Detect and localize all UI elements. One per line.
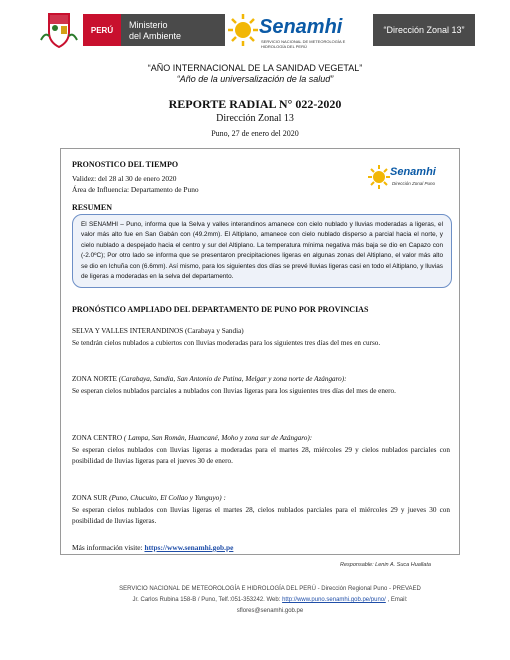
sur-section [72, 493, 450, 528]
sun-small-icon [368, 162, 390, 192]
senamhi-small-subtitle: Dirección Zonal Puno [392, 181, 436, 186]
validez-text: Validez: del 28 al 30 de enero 2020 [72, 174, 177, 183]
selva-section [72, 326, 450, 349]
resumen-title: RESUMEN [72, 203, 113, 212]
senamhi-wordmark: Senamhi [259, 16, 343, 38]
centro-text: Se esperan cielos nublados con lluvias ligeras a moderadas para el martes 28, miércoles 29 y cielos nublados parciales con posibilidad de lluvias ligeras para el jueves 30 de enero. [72, 445, 450, 465]
report-title: REPORTE RADIAL N° 022-2020 [168, 97, 342, 111]
footer-web-link[interactable]: http://www.puno.senamhi.gob.pe/puno/ [282, 597, 386, 603]
selva-text: Se tendrán cielos nublados a cubiertos con lluvias moderadas para los siguientes tres días del mes en curso. [72, 338, 381, 347]
senamhi-subtitle: SERVICIO NACIONAL DE METEOROLOGÍA E HIDROLOGÍA DEL PERÚ [261, 39, 346, 49]
centro-section [72, 433, 450, 468]
selva-heading: SELVA Y VALLES INTERANDINOS (Carabaya y Sandia) [72, 327, 244, 335]
motto-line2: “Año de la universalización de la salud” [176, 74, 334, 84]
senamhi-website-link[interactable]: https://www.senamhi.gob.pe [144, 543, 234, 552]
sur-text: Se esperan cielos nublados con lluvias ligeras el martes 28, cielos nublados parciales para el miércoles 29 y jueves 30 con posibilidad de lluvias ligeras. [72, 505, 450, 525]
centro-provinces: ( Lampa, San Román, Huancané, Moho y zona sur de Azángaro): [123, 434, 313, 442]
senamhi-logo [227, 10, 371, 50]
ampliado-title: PRONÓSTICO AMPLIADO DEL DEPARTAMENTO DE PUNO POR PROVINCIAS [72, 305, 369, 314]
responsable-text: Responsable: Lenin A. Suca Huallata [340, 562, 431, 568]
report-date: Puno, 27 de enero del 2020 [211, 129, 299, 138]
sur-heading: ZONA SUR [72, 494, 108, 502]
norte-text: Se esperan cielos nublados parciales a nublados con lluvias ligeras para los siguientes tres días del mes de enero. [72, 386, 396, 395]
more-info-label: Más información visite: [72, 543, 145, 552]
norte-heading: ZONA NORTE [72, 375, 117, 383]
resumen-text: El SENAMHI – Puno, informa que la Selva y valles interandinos amanece con cielo nublado y lluvias moderadas a ligeras, el valor más alto fue en San Gabán con (49.2mm). El Altiplano, amanece con cielo nublado disperso a parcial hacia el norte, y cielo nublado a despejado hacia el centro y sur del Altiplano. La temperatura mínima negativa más baja se dio en Capazo con (-2.0ºC); Por otro lado se informa que se presentaron precipitaciones ligeras en algunas zonas del Altiplano, el valor más alto se dio en Ichuña con (6.6mm). Así mismo, para los siguientes dos días se prevé lluvias ligeras casi en todo el Altiplano, y lluvias de ligeras a moderadas en la selva del departamento. [81, 221, 443, 281]
peru-label: PERÚ [83, 14, 121, 46]
footer-email-label: , Email: [385, 597, 408, 603]
pronostico-title: PRONOSTICO DEL TIEMPO [72, 160, 179, 169]
senamhi-small-wordmark: Senamhi [390, 166, 436, 178]
centro-heading: ZONA CENTRO [72, 434, 123, 442]
ministerio-line1: Ministerio [129, 20, 168, 30]
footer-line1: SERVICIO NACIONAL DE METEOROLOGÍA E HIDROLOGÍA DEL PERÚ - Dirección Regional Puno - PREVAED [119, 586, 421, 592]
norte-section [72, 374, 450, 397]
page-header [35, 10, 475, 50]
report-subtitle: Dirección Zonal 13 [216, 113, 294, 124]
footer-email: sflores@senamhi.gob.pe [236, 608, 304, 614]
footer-address: Jr. Carlos Rubina 158-B / Puno, Telf.:051-353242. Web: [132, 597, 283, 603]
ministerio-label [121, 14, 225, 46]
page-footer [70, 584, 470, 617]
area-text: Área de Influencia: Departamento de Puno [72, 185, 199, 194]
ministerio-line2: del Ambiente [129, 31, 182, 41]
more-info [72, 543, 233, 552]
motto-line1: “AÑO INTERNACIONAL DE LA SANIDAD VEGETAL” [147, 63, 363, 73]
norte-provinces: (Carabaya, Sandia, San Antonio de Putina, Melgar y zona norte de Azángaro): [118, 375, 347, 383]
senamhi-zonal-logo [368, 162, 438, 196]
sur-provinces: (Puno, Chucuito, El Collao y Yunguyo) : [109, 494, 226, 502]
direccion-zonal-badge: “Dirección Zonal 13” [373, 14, 475, 46]
resumen-box [72, 214, 452, 288]
peru-coat-of-arms-icon [35, 10, 83, 50]
sun-icon [227, 10, 259, 50]
